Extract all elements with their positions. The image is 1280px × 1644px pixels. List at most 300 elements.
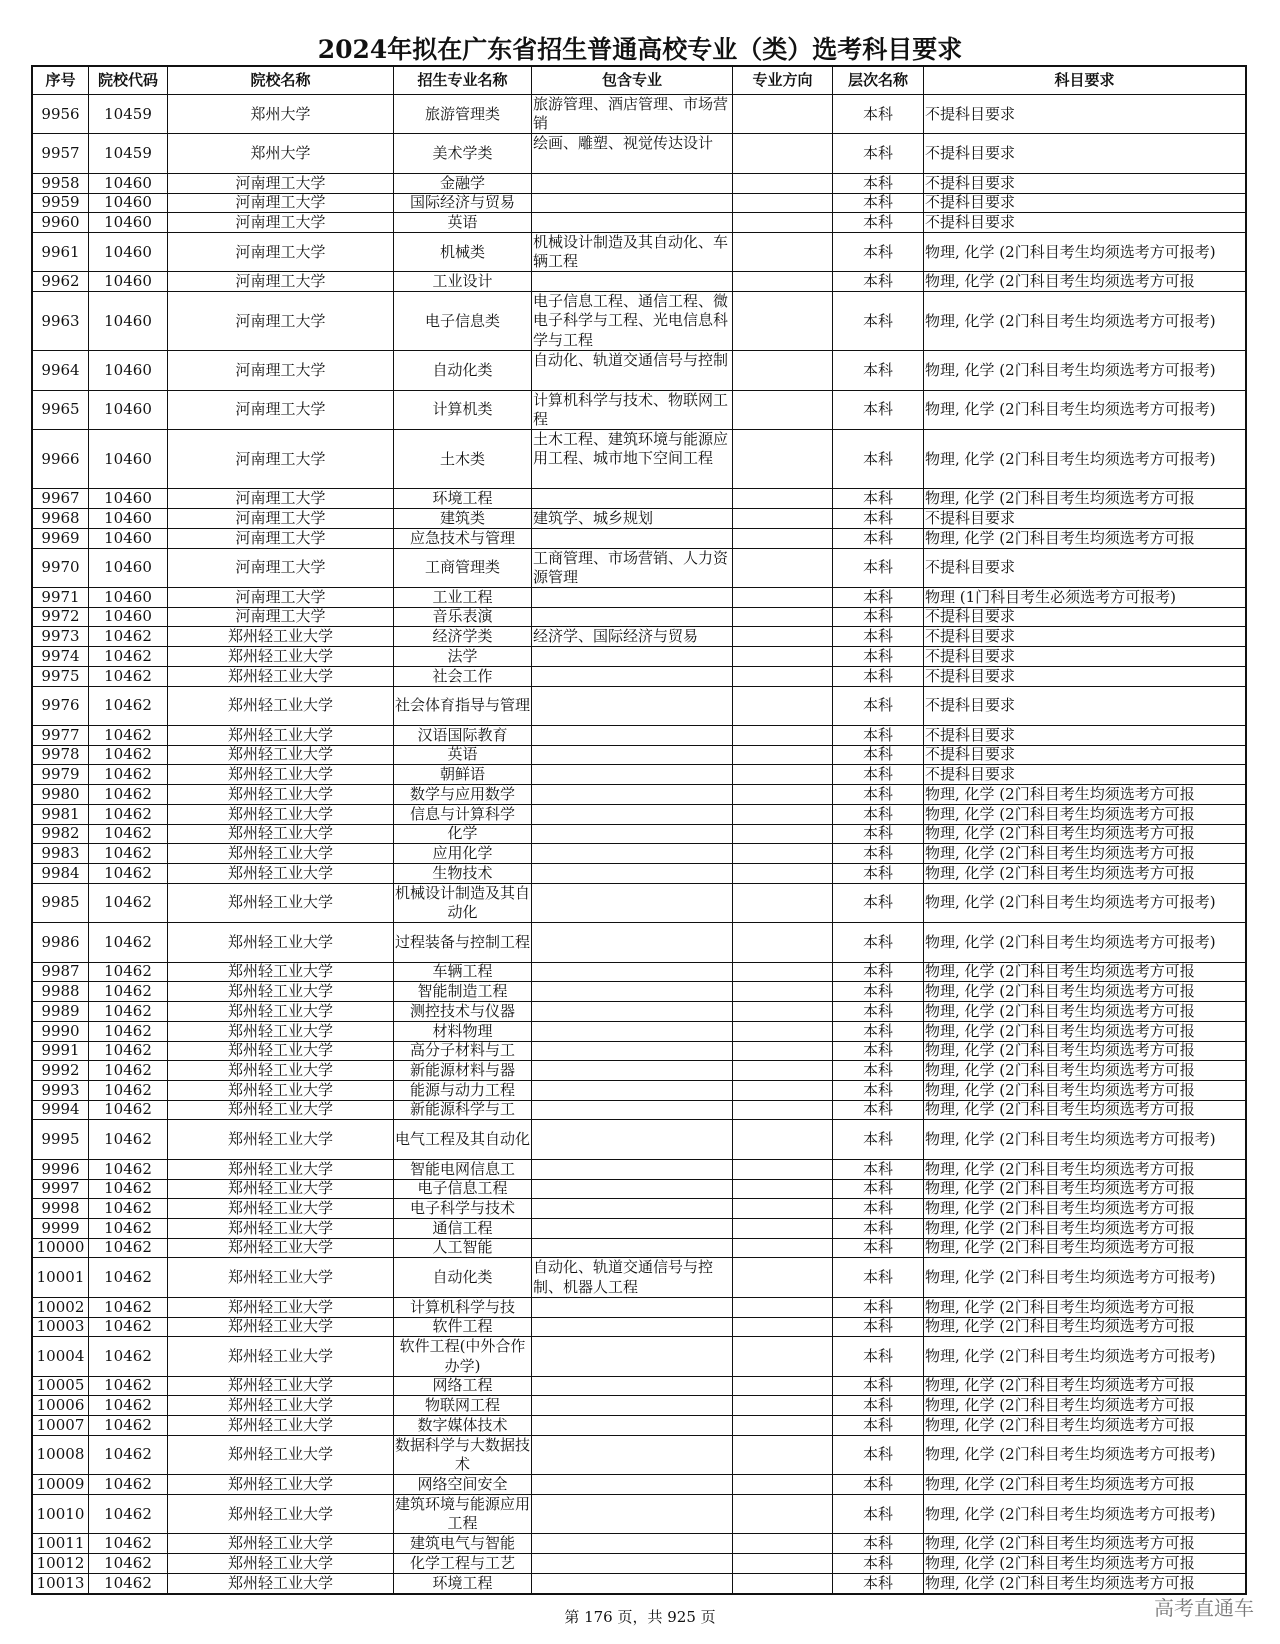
cell-subject-requirement: 物理, 化学 (2门科目考生均须选考方可报 <box>923 1416 1245 1435</box>
cell-seq: 10009 <box>36 1475 85 1494</box>
cell-seq: 9964 <box>41 360 80 379</box>
cell-direction <box>732 982 832 1001</box>
cell-school-code: 10460 <box>88 430 167 488</box>
cell-included-majors <box>531 1199 732 1218</box>
cell-major: 经济学类 <box>393 627 531 646</box>
table-row <box>33 1435 1245 1474</box>
cell-school-code: 10462 <box>88 825 167 844</box>
header-direction: 专业方向 <box>732 67 832 94</box>
cell-subject-requirement: 物理, 化学 (2门科目考生均须选考方可报 <box>923 1002 1245 1021</box>
cell-level: 本科 <box>832 982 923 1001</box>
cell-major: 法学 <box>393 647 531 666</box>
table-row <box>33 1415 1245 1435</box>
cell-direction <box>732 529 832 548</box>
table-row <box>33 1218 1245 1238</box>
cell-school-code: 10460 <box>88 272 167 291</box>
cell-level: 本科 <box>832 272 923 291</box>
cell-seq: 9989 <box>41 1002 80 1020</box>
cell-seq: 9997 <box>41 1179 80 1198</box>
cell-level: 本科 <box>832 1436 923 1474</box>
cell-direction <box>732 1416 832 1435</box>
cell-school-code: 10462 <box>88 963 167 982</box>
header-school-code: 院校代码 <box>88 67 167 94</box>
cell-seq: 10004 <box>36 1346 85 1365</box>
cell-subject-requirement: 不提科目要求 <box>923 509 1245 528</box>
cell-subject-requirement: 物理, 化学 (2门科目考生均须选考方可报 <box>923 489 1245 508</box>
cell-school-name: 郑州轻工业大学 <box>167 1436 393 1474</box>
cell-school-name: 郑州大学 <box>167 134 393 172</box>
cell-direction <box>732 1318 832 1337</box>
cell-school-name: 郑州轻工业大学 <box>167 1101 393 1120</box>
cell-level: 本科 <box>832 1377 923 1396</box>
cell-major: 测控技术与仪器 <box>393 1002 531 1021</box>
cell-school-code: 10462 <box>88 844 167 863</box>
table-row <box>33 1021 1245 1041</box>
table-row <box>33 863 1245 883</box>
cell-direction <box>732 1554 832 1573</box>
cell-seq: 9965 <box>41 400 80 419</box>
cell-included-majors <box>531 174 732 193</box>
cell-school-name: 郑州轻工业大学 <box>167 864 393 883</box>
table-row <box>33 429 1245 488</box>
cell-subject-requirement: 物理, 化学 (2门科目考生均须选考方可报 <box>923 785 1245 804</box>
cell-major: 数学与应用数学 <box>393 785 531 804</box>
cell-major: 英语 <box>393 746 531 765</box>
table-row <box>33 745 1245 765</box>
cell-subject-requirement: 物理, 化学 (2门科目考生均须选考方可报考) <box>923 884 1245 922</box>
cell-level: 本科 <box>832 549 923 587</box>
cell-school-code: 10462 <box>88 1258 167 1296</box>
cell-school-name: 河南理工大学 <box>167 233 393 271</box>
cell-seq: 9982 <box>41 824 80 843</box>
header-subject-requirement: 科目要求 <box>923 67 1245 94</box>
cell-included-majors <box>531 1318 732 1337</box>
cell-included-majors <box>531 213 732 232</box>
cell-direction <box>732 194 832 213</box>
cell-included-majors <box>531 608 732 627</box>
cell-school-name: 郑州轻工业大学 <box>167 1337 393 1375</box>
cell-seq: 10011 <box>36 1534 85 1553</box>
cell-level: 本科 <box>832 1574 923 1593</box>
cell-major: 智能制造工程 <box>393 982 531 1001</box>
cell-level: 本科 <box>832 529 923 548</box>
cell-school-name: 河南理工大学 <box>167 213 393 232</box>
cell-school-code: 10462 <box>88 1160 167 1179</box>
cell-included-majors <box>531 1416 732 1435</box>
cell-seq: 9960 <box>41 213 80 232</box>
cell-subject-requirement: 物理, 化学 (2门科目考生均须选考方可报 <box>923 1475 1245 1494</box>
cell-level: 本科 <box>832 746 923 765</box>
cell-included-majors: 土木工程、建筑环境与能源应用工程、城市地下空间工程 <box>531 430 732 488</box>
cell-school-code: 10460 <box>88 489 167 508</box>
cell-school-code: 10462 <box>88 884 167 922</box>
cell-direction <box>732 667 832 686</box>
cell-major: 数据科学与大数据技术 <box>395 1435 531 1474</box>
cell-level: 本科 <box>832 391 923 429</box>
cell-school-code: 10462 <box>88 647 167 666</box>
table-row <box>33 350 1245 389</box>
cell-direction <box>732 746 832 765</box>
table-row <box>33 1553 1245 1573</box>
cell-direction <box>732 687 832 725</box>
table-row <box>33 1317 1245 1337</box>
table-row <box>33 883 1245 922</box>
cell-school-code: 10460 <box>88 194 167 213</box>
cell-major: 信息与计算科学 <box>393 805 531 824</box>
cell-direction <box>732 647 832 666</box>
cell-seq: 9988 <box>41 982 80 1001</box>
cell-school-code: 10462 <box>88 1180 167 1199</box>
cell-direction <box>732 1002 832 1021</box>
cell-school-code: 10462 <box>88 1298 167 1317</box>
cell-included-majors: 计算机科学与技术、物联网工程 <box>531 391 732 429</box>
cell-major: 英语 <box>393 213 531 232</box>
cell-subject-requirement: 不提科目要求 <box>923 549 1245 587</box>
cell-school-name: 河南理工大学 <box>167 430 393 488</box>
cell-subject-requirement: 不提科目要求 <box>923 726 1245 745</box>
cell-subject-requirement: 不提科目要求 <box>923 765 1245 784</box>
table-row <box>33 607 1245 627</box>
cell-major: 应急技术与管理 <box>393 529 531 548</box>
table-row <box>33 1060 1245 1080</box>
cell-level: 本科 <box>832 1002 923 1021</box>
cell-school-name: 河南理工大学 <box>167 351 393 389</box>
cell-subject-requirement: 物理, 化学 (2门科目考生均须选考方可报 <box>923 1396 1245 1415</box>
cell-level: 本科 <box>832 95 923 133</box>
cell-subject-requirement: 物理, 化学 (2门科目考生均须选考方可报 <box>923 1081 1245 1100</box>
table-row <box>33 390 1245 429</box>
table-row <box>33 1238 1245 1258</box>
cell-direction <box>732 509 832 528</box>
cell-school-name: 河南理工大学 <box>167 529 393 548</box>
table-row <box>33 94 1245 133</box>
cell-included-majors <box>531 1337 732 1375</box>
cell-subject-requirement: 不提科目要求 <box>923 667 1245 686</box>
cell-direction <box>732 726 832 745</box>
cell-seq: 9995 <box>41 1129 80 1148</box>
cell-included-majors <box>531 864 732 883</box>
cell-major: 化学 <box>393 825 531 844</box>
table-row <box>33 843 1245 863</box>
cell-level: 本科 <box>832 963 923 982</box>
cell-included-majors <box>531 687 732 725</box>
cell-subject-requirement: 物理, 化学 (2门科目考生均须选考方可报 <box>923 1160 1245 1179</box>
cell-school-code: 10460 <box>88 529 167 548</box>
cell-school-name: 郑州轻工业大学 <box>167 1061 393 1080</box>
cell-seq: 9971 <box>41 587 80 606</box>
table-row <box>33 1001 1245 1021</box>
cell-level: 本科 <box>832 864 923 883</box>
cell-subject-requirement: 物理, 化学 (2门科目考生均须选考方可报 <box>923 1199 1245 1218</box>
cell-included-majors <box>531 1475 732 1494</box>
cell-level: 本科 <box>832 1554 923 1573</box>
cell-included-majors <box>531 667 732 686</box>
table-row <box>33 1257 1245 1296</box>
cell-major: 网络工程 <box>393 1377 531 1396</box>
cell-major: 环境工程 <box>393 1574 531 1593</box>
cell-seq: 9974 <box>41 647 80 665</box>
cell-major: 金融学 <box>393 174 531 193</box>
header-major: 招生专业名称 <box>393 67 531 94</box>
cell-included-majors: 经济学、国际经济与贸易 <box>531 627 732 646</box>
cell-school-name: 郑州轻工业大学 <box>167 1180 393 1199</box>
cell-seq: 9981 <box>41 804 80 823</box>
table-row <box>33 725 1245 745</box>
cell-school-code: 10462 <box>88 1396 167 1415</box>
cell-level: 本科 <box>832 647 923 666</box>
cell-level: 本科 <box>832 351 923 389</box>
cell-included-majors <box>531 1534 732 1553</box>
table-row <box>33 271 1245 291</box>
cell-major: 智能电网信息工 <box>393 1160 531 1179</box>
cell-seq: 10008 <box>36 1445 85 1464</box>
table-row <box>33 922 1245 961</box>
table-row <box>33 133 1245 172</box>
cell-included-majors <box>531 844 732 863</box>
cell-seq: 9977 <box>41 726 80 744</box>
cell-included-majors <box>531 272 732 291</box>
cell-included-majors <box>531 1002 732 1021</box>
cell-level: 本科 <box>832 174 923 193</box>
cell-level: 本科 <box>832 923 923 961</box>
cell-major: 软件工程(中外合作办学) <box>393 1337 531 1375</box>
cell-level: 本科 <box>832 1337 923 1375</box>
cell-school-code: 10462 <box>88 785 167 804</box>
cell-subject-requirement: 不提科目要求 <box>923 213 1245 232</box>
cell-school-name: 郑州轻工业大学 <box>167 785 393 804</box>
cell-direction <box>732 825 832 844</box>
cell-school-code: 10462 <box>88 746 167 765</box>
cell-included-majors <box>531 194 732 213</box>
cell-direction <box>732 272 832 291</box>
cell-included-majors <box>531 1396 732 1415</box>
cell-level: 本科 <box>832 1180 923 1199</box>
table-row <box>33 291 1245 350</box>
cell-direction <box>732 134 832 172</box>
cell-school-code: 10462 <box>88 1495 167 1533</box>
cell-school-name: 郑州轻工业大学 <box>167 1258 393 1296</box>
table-row <box>33 804 1245 824</box>
cell-direction <box>732 1160 832 1179</box>
cell-direction <box>732 391 832 429</box>
cell-seq: 9980 <box>41 785 80 803</box>
cell-school-code: 10462 <box>88 1061 167 1080</box>
cell-subject-requirement: 物理, 化学 (2门科目考生均须选考方可报 <box>923 1574 1245 1593</box>
cell-subject-requirement: 不提科目要求 <box>923 687 1245 725</box>
cell-direction <box>732 963 832 982</box>
table-row <box>33 1297 1245 1317</box>
cell-included-majors <box>531 588 732 607</box>
cell-school-name: 郑州轻工业大学 <box>167 1022 393 1041</box>
cell-level: 本科 <box>832 844 923 863</box>
cell-seq: 9998 <box>41 1199 80 1218</box>
cell-school-code: 10462 <box>88 687 167 725</box>
cell-major: 计算机科学与技 <box>393 1298 531 1317</box>
cell-subject-requirement: 不提科目要求 <box>923 746 1245 765</box>
header-level: 层次名称 <box>832 67 923 94</box>
cell-school-name: 河南理工大学 <box>167 194 393 213</box>
cell-included-majors: 建筑学、城乡规划 <box>531 509 732 528</box>
cell-school-code: 10462 <box>88 1534 167 1553</box>
cell-direction <box>732 95 832 133</box>
cell-school-code: 10460 <box>88 608 167 627</box>
cell-direction <box>732 292 832 350</box>
cell-level: 本科 <box>832 1475 923 1494</box>
cell-school-name: 郑州轻工业大学 <box>167 687 393 725</box>
cell-school-code: 10462 <box>88 726 167 745</box>
cell-school-code: 10460 <box>88 588 167 607</box>
cell-seq: 10001 <box>36 1268 85 1287</box>
cell-major: 工业工程 <box>393 588 531 607</box>
cell-direction <box>732 549 832 587</box>
cell-school-name: 郑州轻工业大学 <box>167 1495 393 1533</box>
cell-level: 本科 <box>832 489 923 508</box>
table-row <box>33 528 1245 548</box>
cell-subject-requirement: 不提科目要求 <box>923 608 1245 627</box>
cell-seq: 9975 <box>41 666 80 685</box>
cell-school-name: 郑州轻工业大学 <box>167 1416 393 1435</box>
cell-seq: 9956 <box>41 104 80 123</box>
cell-included-majors <box>531 1180 732 1199</box>
cell-school-code: 10460 <box>88 549 167 587</box>
cell-direction <box>732 489 832 508</box>
cell-direction <box>732 1475 832 1494</box>
cell-school-code: 10462 <box>88 1120 167 1158</box>
cell-direction <box>732 844 832 863</box>
cell-school-name: 郑州轻工业大学 <box>167 765 393 784</box>
cell-direction <box>732 174 832 193</box>
cell-included-majors <box>531 746 732 765</box>
cell-school-code: 10462 <box>88 1022 167 1041</box>
cell-included-majors <box>531 825 732 844</box>
cell-subject-requirement: 物理, 化学 (2门科目考生均须选考方可报 <box>923 1061 1245 1080</box>
cell-subject-requirement: 物理, 化学 (2门科目考生均须选考方可报考) <box>923 430 1245 488</box>
cell-included-majors <box>531 647 732 666</box>
cell-major: 美术学类 <box>393 134 531 172</box>
table-row <box>33 488 1245 508</box>
cell-subject-requirement: 物理, 化学 (2门科目考生均须选考方可报考) <box>923 233 1245 271</box>
cell-subject-requirement: 物理, 化学 (2门科目考生均须选考方可报 <box>923 272 1245 291</box>
table-row <box>33 646 1245 666</box>
cell-major: 生物技术 <box>393 864 531 883</box>
cell-school-name: 郑州大学 <box>167 95 393 133</box>
cell-major: 环境工程 <box>393 489 531 508</box>
cell-school-name: 郑州轻工业大学 <box>167 1475 393 1494</box>
cell-included-majors <box>531 765 732 784</box>
cell-school-name: 郑州轻工业大学 <box>167 1042 393 1061</box>
cell-subject-requirement: 物理, 化学 (2门科目考生均须选考方可报 <box>923 1318 1245 1337</box>
cell-level: 本科 <box>832 588 923 607</box>
cell-level: 本科 <box>832 608 923 627</box>
cell-level: 本科 <box>832 1239 923 1258</box>
table-row <box>33 1376 1245 1396</box>
cell-seq: 9999 <box>41 1218 80 1237</box>
cell-school-code: 10462 <box>88 1337 167 1375</box>
cell-subject-requirement: 物理, 化学 (2门科目考生均须选考方可报 <box>923 1298 1245 1317</box>
cell-seq: 9994 <box>41 1100 80 1119</box>
cell-included-majors <box>531 529 732 548</box>
cell-direction <box>732 1239 832 1258</box>
cell-school-code: 10460 <box>88 174 167 193</box>
cell-school-name: 郑州轻工业大学 <box>167 1002 393 1021</box>
cell-direction <box>732 923 832 961</box>
cell-level: 本科 <box>832 687 923 725</box>
cell-included-majors <box>531 963 732 982</box>
cell-included-majors: 自动化、轨道交通信号与控制 <box>531 351 732 389</box>
cell-school-name: 河南理工大学 <box>167 174 393 193</box>
cell-seq: 10006 <box>36 1396 85 1415</box>
cell-major: 过程装备与控制工程 <box>393 923 531 961</box>
cell-major: 社会体育指导与管理 <box>393 687 531 725</box>
table-header <box>33 67 1245 94</box>
cell-seq: 9961 <box>41 242 80 261</box>
cell-direction <box>732 1495 832 1533</box>
cell-level: 本科 <box>832 1298 923 1317</box>
cell-major: 电子信息工程 <box>393 1180 531 1199</box>
table-row <box>33 626 1245 646</box>
cell-major: 工业设计 <box>393 272 531 291</box>
cell-included-majors <box>531 1160 732 1179</box>
cell-major: 材料物理 <box>393 1022 531 1041</box>
cell-level: 本科 <box>832 194 923 213</box>
cell-included-majors: 工商管理、市场营销、人力资源管理 <box>531 549 732 587</box>
cell-school-code: 10462 <box>88 1239 167 1258</box>
cell-seq: 10010 <box>36 1504 85 1523</box>
cell-level: 本科 <box>832 1061 923 1080</box>
cell-level: 本科 <box>832 292 923 350</box>
cell-included-majors <box>531 1081 732 1100</box>
cell-school-code: 10462 <box>88 805 167 824</box>
cell-seq: 9963 <box>41 311 80 330</box>
cell-seq: 9996 <box>41 1159 80 1178</box>
cell-major: 人工智能 <box>393 1239 531 1258</box>
header-seq: 序号 <box>45 70 76 89</box>
cell-seq: 9959 <box>41 193 80 212</box>
cell-seq: 9972 <box>41 607 80 626</box>
cell-school-code: 10462 <box>88 923 167 961</box>
cell-direction <box>732 805 832 824</box>
cell-school-name: 郑州轻工业大学 <box>167 1160 393 1179</box>
cell-seq: 9993 <box>41 1080 80 1099</box>
table-row <box>33 1533 1245 1553</box>
cell-included-majors <box>531 923 732 961</box>
cell-subject-requirement: 物理, 化学 (2门科目考生均须选考方可报 <box>923 825 1245 844</box>
cell-major: 社会工作 <box>393 667 531 686</box>
cell-level: 本科 <box>832 1396 923 1415</box>
cell-included-majors <box>531 1377 732 1396</box>
cell-direction <box>732 1101 832 1120</box>
cell-direction <box>732 588 832 607</box>
cell-school-name: 郑州轻工业大学 <box>167 1298 393 1317</box>
cell-seq: 10013 <box>36 1573 85 1592</box>
cell-subject-requirement: 物理, 化学 (2门科目考生均须选考方可报考) <box>923 1436 1245 1474</box>
cell-school-code: 10462 <box>88 667 167 686</box>
cell-level: 本科 <box>832 1120 923 1158</box>
cell-school-name: 郑州轻工业大学 <box>167 1120 393 1158</box>
cell-major: 化学工程与工艺 <box>393 1554 531 1573</box>
cell-school-name: 郑州轻工业大学 <box>167 1081 393 1100</box>
table-row <box>33 193 1245 213</box>
cell-included-majors <box>531 1061 732 1080</box>
cell-included-majors <box>531 884 732 922</box>
cell-subject-requirement: 物理, 化学 (2门科目考生均须选考方可报考) <box>923 923 1245 961</box>
cell-direction <box>732 785 832 804</box>
table-row <box>33 784 1245 804</box>
cell-seq: 10000 <box>36 1238 85 1257</box>
table-row <box>33 1198 1245 1218</box>
cell-school-code: 10462 <box>88 1554 167 1573</box>
requirements-table <box>31 65 1247 1595</box>
